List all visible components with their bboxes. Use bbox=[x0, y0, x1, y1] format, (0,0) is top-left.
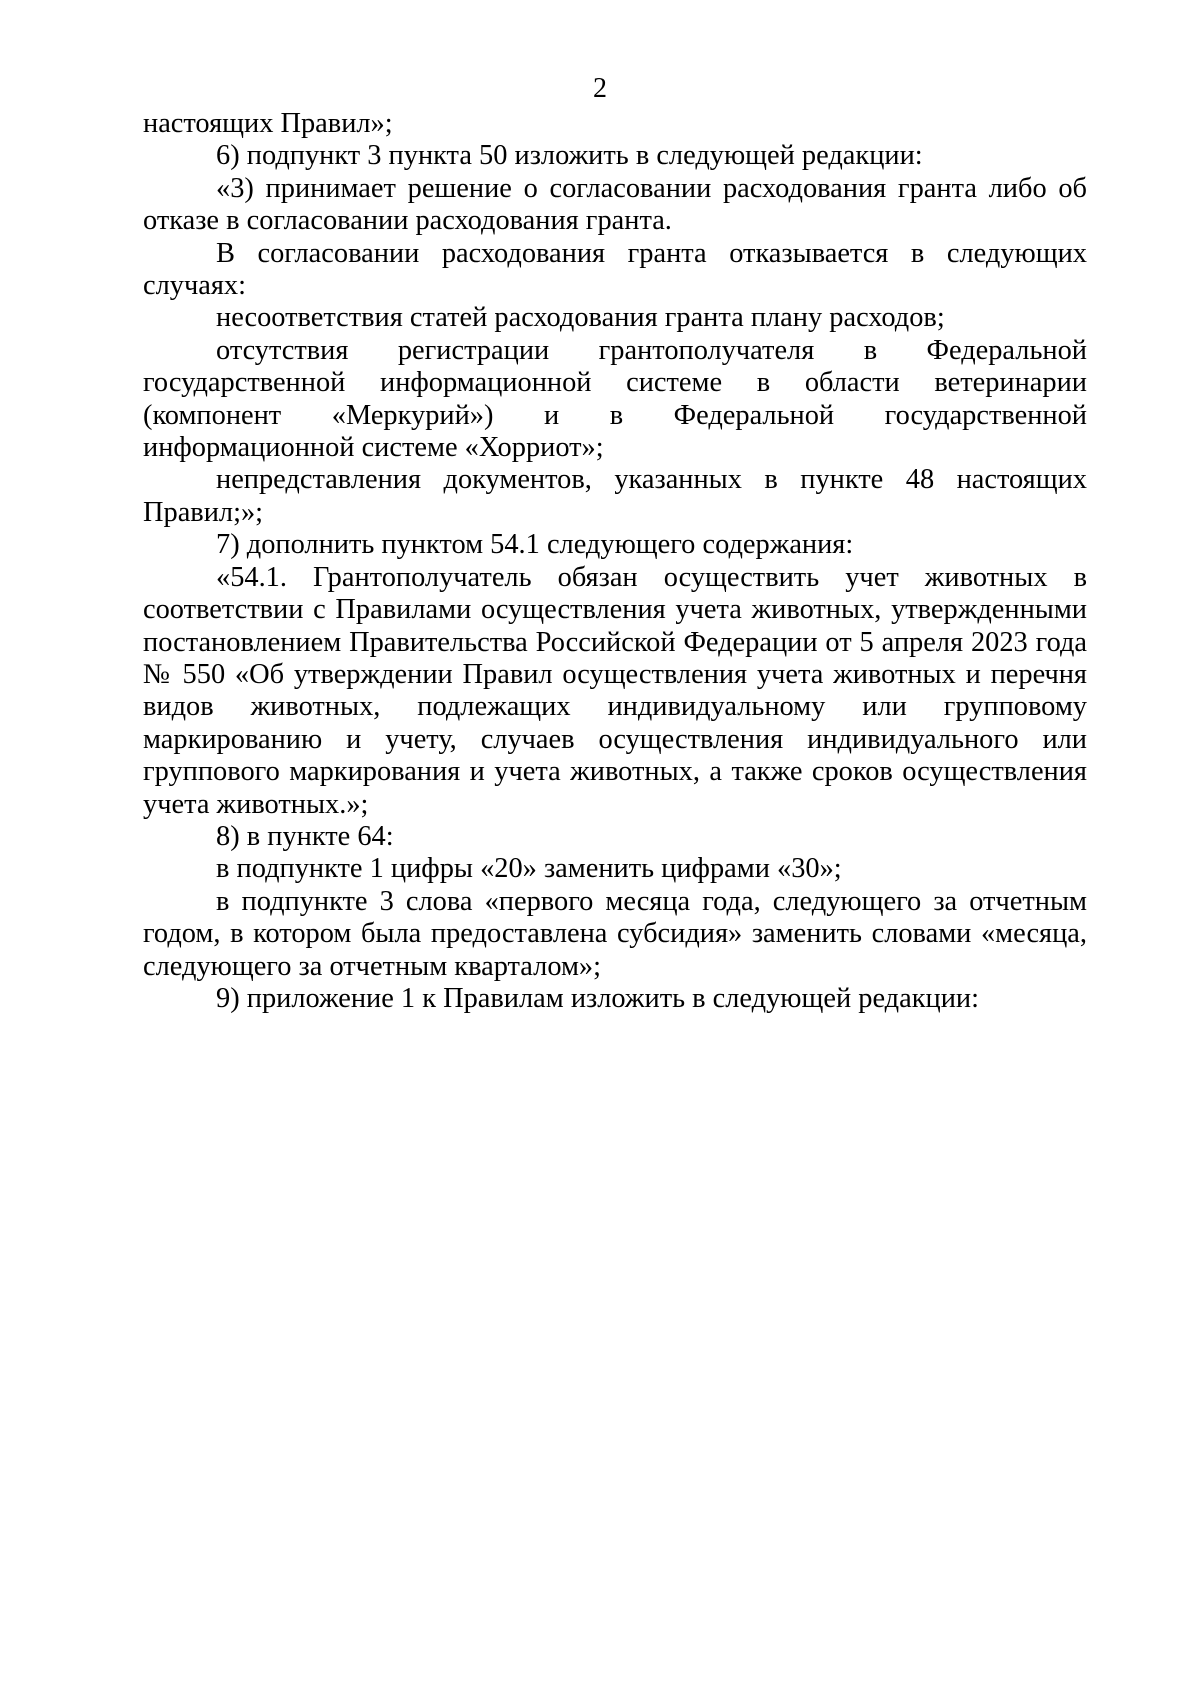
paragraph-subitem-3: в подпункте 3 слова «первого месяца года, следующего за отчетным годом, в котором была предоставлена субсидия» заменить словами «месяца, следующего за отчетным кварталом»; bbox=[143, 885, 1087, 982]
paragraph-item-9: 9) приложение 1 к Правилам изложить в следующей редакции: bbox=[216, 982, 979, 1014]
paragraph-case-registration: отсутствия регистрации грантополучателя в Федеральной государственной информационной системе в области ветеринарии (компонент «Меркурий») и в Федеральной государственной информационной системе «Хорриот»; bbox=[143, 334, 1087, 464]
page-number: 2 bbox=[593, 73, 607, 104]
paragraph-quote-54-1: «54.1. Грантополучатель обязан осуществить учет животных в соответствии с Правилами осуществления учета животных, утвержденными постановлением Правительства Российской Федерации от 5 апреля 2023 года № 550 «Об утверждении Правил осуществления учета животных и перечня видов животных, подлежащих индивидуальному или групповому маркированию и учету, случаев осуществления индивидуального или группового маркирования и учета животных, а также сроков осуществления учета животных.»; bbox=[143, 561, 1087, 820]
paragraph-item-6: 6) подпункт 3 пункта 50 изложить в следующей редакции: bbox=[216, 140, 923, 172]
paragraph-item-7: 7) дополнить пунктом 54.1 следующего содержания: bbox=[216, 529, 854, 561]
document-body bbox=[143, 108, 1087, 1015]
paragraph-case-mismatch: несоответствия статей расходования гранта плану расходов; bbox=[216, 302, 945, 334]
paragraph-continuation: настоящих Правил»; bbox=[143, 108, 393, 139]
paragraph-subitem-1: в подпункте 1 цифры «20» заменить цифрами «30»; bbox=[216, 853, 842, 885]
paragraph-item-8: 8) в пункте 64: bbox=[216, 820, 394, 852]
paragraph-quote-3: «3) принимает решение о согласовании расходования гранта либо об отказе в согласовании расходования гранта. bbox=[143, 172, 1087, 237]
paragraph-case-documents: непредставления документов, указанных в пункте 48 настоящих Правил;»; bbox=[143, 464, 1087, 528]
paragraph-refusal-cases: В согласовании расходования гранта отказывается в следующих случаях: bbox=[143, 237, 1087, 302]
